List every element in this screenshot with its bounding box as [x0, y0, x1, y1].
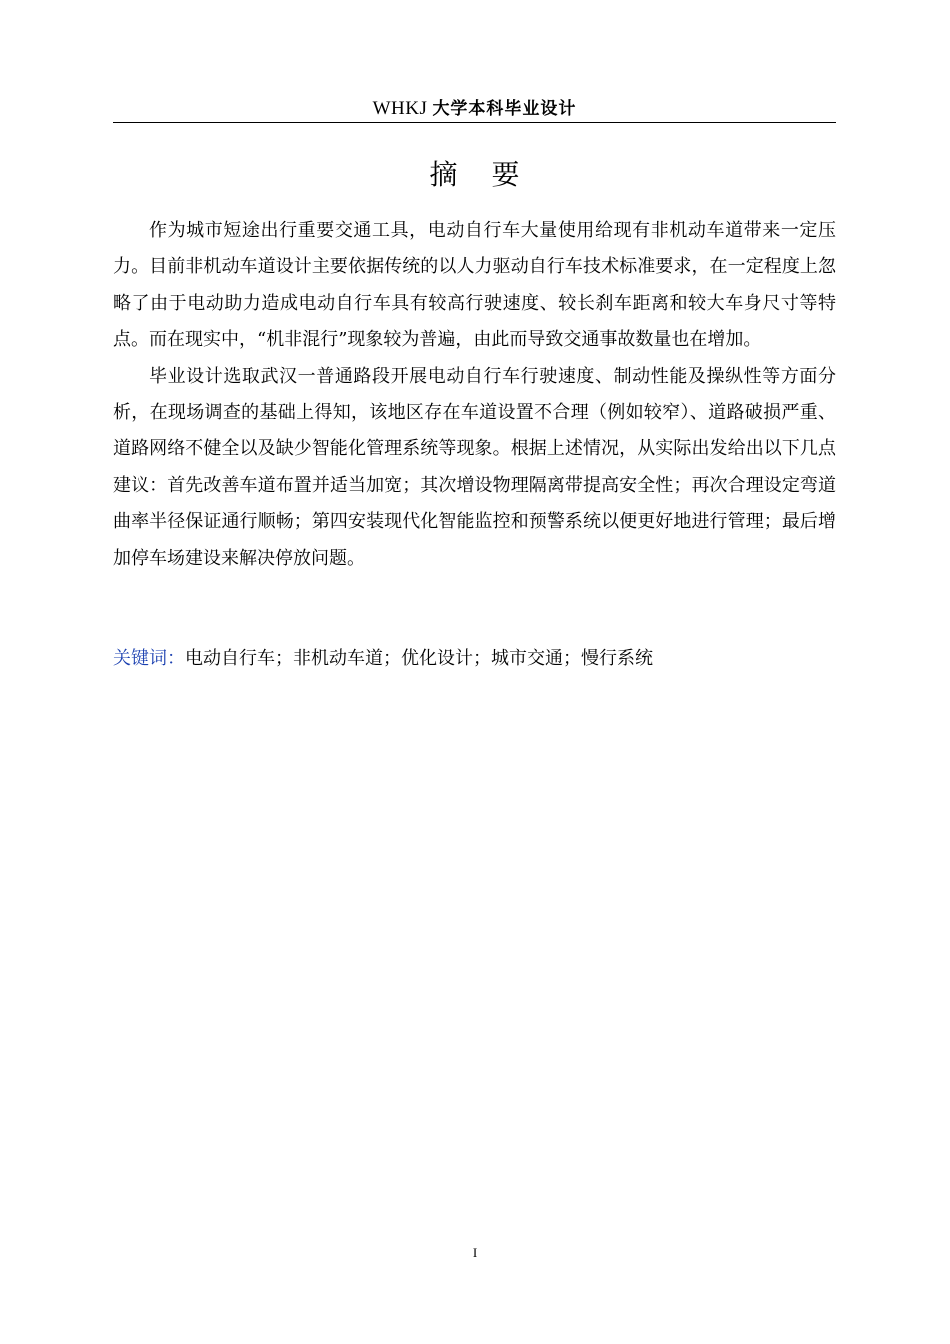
abstract-title: 摘要	[429, 158, 554, 191]
abstract-body	[113, 213, 836, 577]
header-title: 大学本科毕业设计	[432, 99, 577, 119]
keywords-label: 关键词：	[113, 648, 185, 669]
page-header	[113, 94, 836, 123]
abstract-paragraph-1: 作为城市短途出行重要交通工具，电动自行车大量使用给现有非机动车道带来一定压力。目前非机动车道设计主要依据传统的以人力驱动自行车技术标准要求，在一定程度上忽略了由于电动助力造成电动自行车具有较高行驶速度、较长刹车距离和较大车身尺寸等特点。而在现实中，“机非混行”现象较为普遍，由此而导致交通事故数量也在增加。	[113, 220, 836, 351]
keywords-text: 电动自行车；非机动车道；优化设计；城市交通；慢行系统	[185, 648, 653, 669]
header-prefix: WHKJ	[372, 98, 428, 119]
page-number: I	[472, 1245, 478, 1260]
keywords-line	[113, 644, 836, 674]
abstract-paragraph-2: 毕业设计选取武汉一普通路段开展电动自行车行驶速度、制动性能及操纵性等方面分析，在现场调查的基础上得知，该地区存在车道设置不合理（例如较窄）、道路破损严重、道路网络不健全以及缺少智能化管理系统等现象。根据上述情况，从实际出发给出以下几点建议：首先改善车道布置并适当加宽；其次增设物理隔离带提高安全性；再次合理设定弯道曲率半径保证通行顺畅；第四安装现代化智能监控和预警系统以便更好地进行管理；最后增加停车场建设来解决停放问题。	[113, 365, 836, 569]
